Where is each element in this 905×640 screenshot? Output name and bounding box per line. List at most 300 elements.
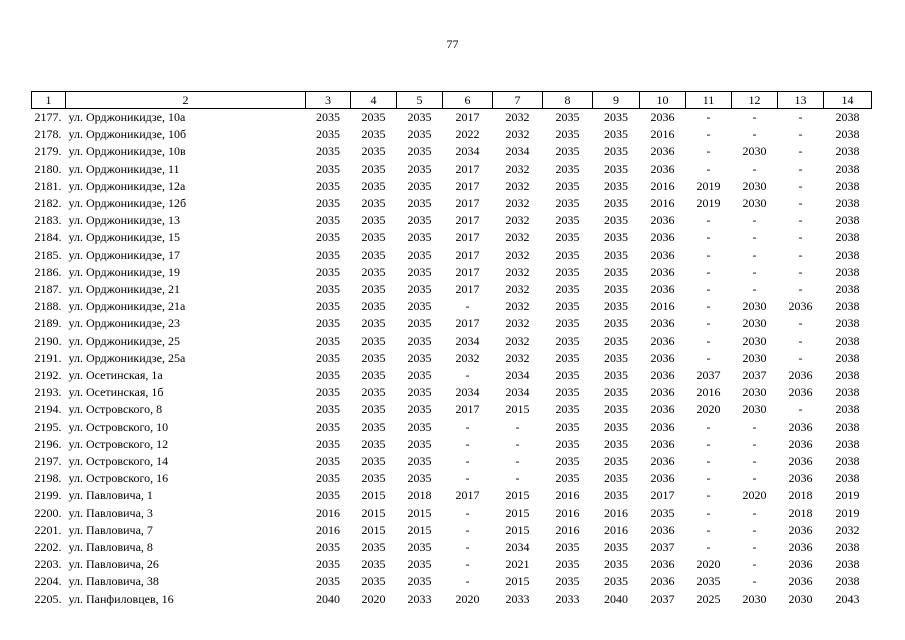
year-cell: 2035 xyxy=(407,144,432,159)
year-cell: 2035 xyxy=(361,144,386,159)
year-cell: 2035 xyxy=(604,144,628,159)
table-row xyxy=(32,419,872,436)
column-header: 7 xyxy=(493,92,543,109)
year-cell: 2017 xyxy=(455,213,480,228)
year-cell: 2035 xyxy=(555,402,580,417)
year-cell: 2035 xyxy=(604,264,628,279)
year-cell: 2019 xyxy=(835,488,860,503)
year-cell: 2018 xyxy=(788,488,813,503)
year-cell: 2035 xyxy=(407,402,432,417)
year-cell: 2035 xyxy=(316,402,340,417)
year-cell: 2033 xyxy=(555,591,580,606)
year-cell: 2038 xyxy=(835,419,860,434)
year-cell: - xyxy=(465,419,470,434)
year-cell: 2035 xyxy=(604,230,628,245)
year-cell: 2035 xyxy=(604,385,628,400)
year-cell: 2030 xyxy=(742,316,767,331)
year-cell: 2019 xyxy=(696,196,721,211)
year-cell: - xyxy=(706,333,711,348)
year-cell: 2035 xyxy=(555,299,580,314)
year-cell: 2015 xyxy=(407,522,432,537)
table-row xyxy=(32,470,872,487)
year-cell: - xyxy=(798,144,803,159)
row-number: 2177. xyxy=(34,110,62,124)
address-cell: ул. Орджоникидзе, 17 xyxy=(68,247,180,262)
year-cell: 2032 xyxy=(505,350,530,365)
year-cell: 2036 xyxy=(788,540,813,555)
year-cell: 2035 xyxy=(555,540,580,555)
year-cell: 2032 xyxy=(505,127,530,142)
year-cell: - xyxy=(706,282,711,297)
row-number: 2188. xyxy=(34,299,62,314)
year-cell: 2038 xyxy=(835,144,860,159)
year-cell: 2036 xyxy=(650,213,675,228)
year-cell: 2036 xyxy=(650,282,675,297)
year-cell: 2043 xyxy=(835,591,860,606)
address-cell: ул. Павловича, 3 xyxy=(68,505,153,520)
year-cell: 2035 xyxy=(407,574,432,589)
column-header: 12 xyxy=(732,92,778,109)
address-cell: ул. Орджоникидзе, 25а xyxy=(68,350,186,365)
column-header: 6 xyxy=(443,92,493,109)
year-cell: 2035 xyxy=(316,557,340,572)
year-cell: - xyxy=(798,110,803,124)
column-header: 11 xyxy=(686,92,732,109)
year-cell: - xyxy=(465,299,470,314)
table-row xyxy=(32,453,872,470)
year-cell: 2035 xyxy=(604,454,628,469)
table-row xyxy=(32,229,872,246)
column-header: 3 xyxy=(306,92,351,109)
year-cell: 2036 xyxy=(650,574,675,589)
year-cell: 2034 xyxy=(505,385,530,400)
year-cell: 2038 xyxy=(835,436,860,451)
year-cell: 2038 xyxy=(835,402,860,417)
year-cell: - xyxy=(798,247,803,262)
year-cell: - xyxy=(706,540,711,555)
year-cell: 2032 xyxy=(455,350,480,365)
year-cell: 2032 xyxy=(505,178,530,193)
year-cell: 2040 xyxy=(604,591,628,606)
year-cell: 2035 xyxy=(604,557,628,572)
year-cell: - xyxy=(752,540,757,555)
table-row xyxy=(32,384,872,401)
year-cell: - xyxy=(465,522,470,537)
year-cell: 2035 xyxy=(361,333,386,348)
year-cell: 2035 xyxy=(316,385,340,400)
table-row xyxy=(32,178,872,195)
row-number: 2186. xyxy=(34,264,62,279)
address-cell: ул. Орджоникидзе, 10в xyxy=(68,144,186,159)
year-cell: 2035 xyxy=(316,127,340,142)
row-number: 2184. xyxy=(34,230,62,245)
year-cell: - xyxy=(515,471,520,486)
address-cell: ул. Осетинская, 1б xyxy=(68,385,164,400)
column-header: 1 xyxy=(32,92,66,109)
year-cell: 2035 xyxy=(407,178,432,193)
year-cell: 2035 xyxy=(555,282,580,297)
year-cell: 2035 xyxy=(316,488,340,503)
year-cell: 2030 xyxy=(742,333,767,348)
year-cell: - xyxy=(706,419,711,434)
year-cell: 2038 xyxy=(835,385,860,400)
year-cell: 2038 xyxy=(835,161,860,176)
year-cell: 2035 xyxy=(361,574,386,589)
year-cell: - xyxy=(752,282,757,297)
address-cell: ул. Орджоникидзе, 11 xyxy=(68,161,180,176)
table-row xyxy=(32,522,872,539)
year-cell: - xyxy=(465,436,470,451)
year-cell: 2030 xyxy=(742,350,767,365)
address-cell: ул. Островского, 16 xyxy=(68,471,169,486)
year-cell: - xyxy=(798,161,803,176)
year-cell: 2035 xyxy=(316,282,340,297)
year-cell: - xyxy=(752,454,757,469)
year-cell: 2035 xyxy=(555,333,580,348)
year-cell: 2017 xyxy=(455,178,480,193)
address-cell: ул. Павловича, 38 xyxy=(68,574,159,589)
address-cell: ул. Осетинская, 1а xyxy=(68,368,163,383)
year-cell: - xyxy=(752,471,757,486)
year-cell: 2017 xyxy=(455,264,480,279)
year-cell: 2035 xyxy=(407,282,432,297)
year-cell: 2035 xyxy=(604,540,628,555)
year-cell: 2036 xyxy=(788,419,813,434)
year-cell: - xyxy=(706,522,711,537)
row-number: 2203. xyxy=(34,557,62,572)
year-cell: 2017 xyxy=(455,161,480,176)
year-cell: 2016 xyxy=(650,127,675,142)
year-cell: 2035 xyxy=(555,368,580,383)
year-cell: - xyxy=(706,161,711,176)
year-cell: 2036 xyxy=(650,368,675,383)
row-number: 2198. xyxy=(34,471,62,486)
year-cell: - xyxy=(798,230,803,245)
year-cell: 2035 xyxy=(316,264,340,279)
year-cell: 2036 xyxy=(788,385,813,400)
year-cell: 2018 xyxy=(788,505,813,520)
year-cell: 2035 xyxy=(316,471,340,486)
table-row xyxy=(32,367,872,384)
year-cell: 2036 xyxy=(788,471,813,486)
year-cell: 2030 xyxy=(742,178,767,193)
year-cell: - xyxy=(706,316,711,331)
year-cell: 2030 xyxy=(788,591,813,606)
year-cell: 2035 xyxy=(316,144,340,159)
year-cell: 2032 xyxy=(505,333,530,348)
year-cell: 2035 xyxy=(407,454,432,469)
year-cell: - xyxy=(798,316,803,331)
year-cell: 2035 xyxy=(407,436,432,451)
year-cell: 2037 xyxy=(696,368,721,383)
year-cell: - xyxy=(752,436,757,451)
year-cell: 2035 xyxy=(361,385,386,400)
row-number: 2180. xyxy=(34,161,62,176)
year-cell: - xyxy=(706,230,711,245)
year-cell: 2038 xyxy=(835,264,860,279)
year-cell: 2035 xyxy=(604,213,628,228)
row-number: 2181. xyxy=(34,178,62,193)
year-cell: 2032 xyxy=(505,230,530,245)
table-row xyxy=(32,539,872,556)
year-cell: 2020 xyxy=(696,557,721,572)
address-cell: ул. Орджоникидзе, 21а xyxy=(68,299,186,314)
year-cell: 2035 xyxy=(604,419,628,434)
year-cell: 2016 xyxy=(604,505,628,520)
year-cell: 2034 xyxy=(505,368,530,383)
year-cell: 2035 xyxy=(555,127,580,142)
column-header: 13 xyxy=(778,92,824,109)
year-cell: 2017 xyxy=(455,488,480,503)
year-cell: 2034 xyxy=(505,540,530,555)
year-cell: 2038 xyxy=(835,574,860,589)
year-cell: 2035 xyxy=(407,127,432,142)
table-body xyxy=(32,109,872,608)
year-cell: 2035 xyxy=(555,436,580,451)
year-cell: - xyxy=(706,454,711,469)
year-cell: 2035 xyxy=(696,574,721,589)
year-cell: 2016 xyxy=(555,505,580,520)
column-header: 8 xyxy=(543,92,593,109)
year-cell: 2035 xyxy=(555,385,580,400)
table-row xyxy=(32,281,872,298)
year-cell: 2036 xyxy=(650,230,675,245)
year-cell: 2035 xyxy=(361,350,386,365)
year-cell: 2038 xyxy=(835,282,860,297)
year-cell: 2035 xyxy=(316,247,340,262)
year-cell: 2035 xyxy=(604,299,628,314)
year-cell: 2015 xyxy=(505,574,530,589)
year-cell: 2033 xyxy=(407,591,432,606)
year-cell: 2030 xyxy=(742,299,767,314)
year-cell: 2035 xyxy=(555,144,580,159)
row-number: 2197. xyxy=(34,454,62,469)
year-cell: 2035 xyxy=(604,127,628,142)
year-cell: 2035 xyxy=(316,299,340,314)
column-header: 10 xyxy=(640,92,686,109)
table-row xyxy=(32,298,872,315)
year-cell: 2032 xyxy=(505,316,530,331)
year-cell: 2036 xyxy=(788,557,813,572)
year-cell: 2035 xyxy=(604,247,628,262)
year-cell: 2035 xyxy=(555,161,580,176)
address-cell: ул. Орджоникидзе, 12а xyxy=(68,178,186,193)
year-cell: 2036 xyxy=(650,350,675,365)
year-cell: - xyxy=(798,213,803,228)
year-cell: 2035 xyxy=(407,264,432,279)
year-cell: 2019 xyxy=(835,505,860,520)
year-cell: 2015 xyxy=(505,488,530,503)
year-cell: 2036 xyxy=(788,436,813,451)
year-cell: 2035 xyxy=(361,282,386,297)
year-cell: 2015 xyxy=(505,505,530,520)
column-header: 9 xyxy=(593,92,640,109)
year-cell: - xyxy=(752,127,757,142)
year-cell: 2017 xyxy=(455,247,480,262)
year-cell: - xyxy=(706,471,711,486)
column-header: 5 xyxy=(397,92,443,109)
row-number: 2199. xyxy=(34,488,62,503)
year-cell: - xyxy=(706,299,711,314)
year-cell: 2035 xyxy=(407,299,432,314)
year-cell: 2038 xyxy=(835,316,860,331)
year-cell: 2035 xyxy=(407,540,432,555)
year-cell: 2020 xyxy=(696,402,721,417)
year-cell: - xyxy=(752,264,757,279)
year-cell: 2035 xyxy=(361,127,386,142)
year-cell: 2035 xyxy=(604,368,628,383)
table-row xyxy=(32,591,872,608)
year-cell: 2035 xyxy=(361,540,386,555)
row-number: 2202. xyxy=(34,540,62,555)
year-cell: 2035 xyxy=(604,471,628,486)
address-cell: ул. Орджоникидзе, 12б xyxy=(68,196,187,211)
year-cell: 2035 xyxy=(361,436,386,451)
year-cell: - xyxy=(752,110,757,124)
table-header xyxy=(32,92,872,109)
row-number: 2200. xyxy=(34,505,62,520)
year-cell: 2036 xyxy=(650,264,675,279)
year-cell: 2036 xyxy=(650,436,675,451)
year-cell: - xyxy=(515,454,520,469)
year-cell: 2016 xyxy=(316,505,340,520)
year-cell: 2038 xyxy=(835,127,860,142)
year-cell: - xyxy=(465,574,470,589)
year-cell: 2035 xyxy=(361,213,386,228)
row-number: 2182. xyxy=(34,196,62,211)
row-number: 2187. xyxy=(34,282,62,297)
year-cell: 2035 xyxy=(316,350,340,365)
year-cell: 2036 xyxy=(788,454,813,469)
year-cell: 2038 xyxy=(835,230,860,245)
year-cell: - xyxy=(798,196,803,211)
year-cell: 2015 xyxy=(407,505,432,520)
row-number: 2193. xyxy=(34,385,62,400)
year-cell: 2035 xyxy=(316,161,340,176)
year-cell: - xyxy=(798,333,803,348)
year-cell: 2035 xyxy=(316,316,340,331)
year-cell: - xyxy=(798,264,803,279)
table-row xyxy=(32,109,872,127)
address-cell: ул. Островского, 8 xyxy=(68,402,163,417)
year-cell: 2036 xyxy=(650,454,675,469)
year-cell: 2035 xyxy=(555,557,580,572)
year-cell: 2035 xyxy=(604,436,628,451)
address-cell: ул. Павловича, 26 xyxy=(68,557,159,572)
year-cell: - xyxy=(798,282,803,297)
row-number: 2201. xyxy=(34,522,62,537)
year-cell: 2035 xyxy=(604,574,628,589)
year-cell: 2035 xyxy=(316,368,340,383)
year-cell: - xyxy=(706,144,711,159)
year-cell: 2015 xyxy=(505,522,530,537)
year-cell: 2017 xyxy=(455,230,480,245)
year-cell: 2035 xyxy=(555,419,580,434)
year-cell: 2017 xyxy=(455,282,480,297)
address-cell: ул. Орджоникидзе, 13 xyxy=(68,213,180,228)
year-cell: - xyxy=(465,505,470,520)
address-cell: ул. Панфиловцев, 16 xyxy=(68,591,174,606)
row-number: 2205. xyxy=(34,591,62,606)
year-cell: 2035 xyxy=(316,574,340,589)
header-row xyxy=(32,92,872,109)
address-cell: ул. Островского, 14 xyxy=(68,454,169,469)
year-cell: 2035 xyxy=(555,213,580,228)
column-header: 2 xyxy=(66,92,306,109)
year-cell: 2035 xyxy=(361,196,386,211)
year-cell: 2038 xyxy=(835,110,860,124)
year-cell: 2016 xyxy=(555,522,580,537)
address-cell: ул. Павловича, 1 xyxy=(68,488,153,503)
address-cell: ул. Орджоникидзе, 10б xyxy=(68,127,187,142)
year-cell: 2030 xyxy=(742,591,767,606)
year-cell: - xyxy=(798,127,803,142)
year-cell: 2036 xyxy=(650,144,675,159)
year-cell: 2035 xyxy=(361,454,386,469)
year-cell: 2035 xyxy=(407,333,432,348)
year-cell: 2016 xyxy=(650,178,675,193)
year-cell: 2035 xyxy=(555,264,580,279)
address-cell: ул. Орджоникидзе, 23 xyxy=(68,316,180,331)
year-cell: 2035 xyxy=(361,230,386,245)
year-cell: 2035 xyxy=(555,247,580,262)
year-cell: 2035 xyxy=(604,316,628,331)
year-cell: 2036 xyxy=(650,333,675,348)
page-number: 77 xyxy=(446,37,459,51)
row-number: 2185. xyxy=(34,247,62,262)
year-cell: - xyxy=(798,350,803,365)
year-cell: 2032 xyxy=(835,522,860,537)
year-cell: 2035 xyxy=(555,196,580,211)
year-cell: 2035 xyxy=(316,540,340,555)
year-cell: - xyxy=(465,454,470,469)
year-cell: 2035 xyxy=(316,196,340,211)
year-cell: 2038 xyxy=(835,247,860,262)
year-cell: - xyxy=(515,419,520,434)
year-cell: 2036 xyxy=(788,522,813,537)
year-cell: 2036 xyxy=(788,368,813,383)
year-cell: 2035 xyxy=(361,264,386,279)
address-cell: ул. Островского, 10 xyxy=(68,419,169,434)
year-cell: 2034 xyxy=(455,333,480,348)
year-cell: 2016 xyxy=(696,385,721,400)
year-cell: 2035 xyxy=(361,402,386,417)
year-cell: 2036 xyxy=(650,316,675,331)
year-cell: 2036 xyxy=(650,557,675,572)
schedule-table xyxy=(31,91,872,608)
year-cell: 2020 xyxy=(455,591,480,606)
year-cell: 2035 xyxy=(316,213,340,228)
year-cell: 2035 xyxy=(361,368,386,383)
year-cell: 2016 xyxy=(555,488,580,503)
year-cell: 2019 xyxy=(696,178,721,193)
year-cell: - xyxy=(465,540,470,555)
year-cell: - xyxy=(752,557,757,572)
year-cell: - xyxy=(706,213,711,228)
table-row xyxy=(32,436,872,453)
year-cell: 2035 xyxy=(407,350,432,365)
year-cell: 2038 xyxy=(835,471,860,486)
year-cell: 2035 xyxy=(361,247,386,262)
year-cell: - xyxy=(706,505,711,520)
year-cell: 2035 xyxy=(407,471,432,486)
table-row xyxy=(32,573,872,590)
address-cell: ул. Орджоникидзе, 10а xyxy=(68,110,186,124)
column-header: 14 xyxy=(824,92,872,109)
year-cell: - xyxy=(706,436,711,451)
year-cell: 2036 xyxy=(650,161,675,176)
year-cell: 2035 xyxy=(361,299,386,314)
